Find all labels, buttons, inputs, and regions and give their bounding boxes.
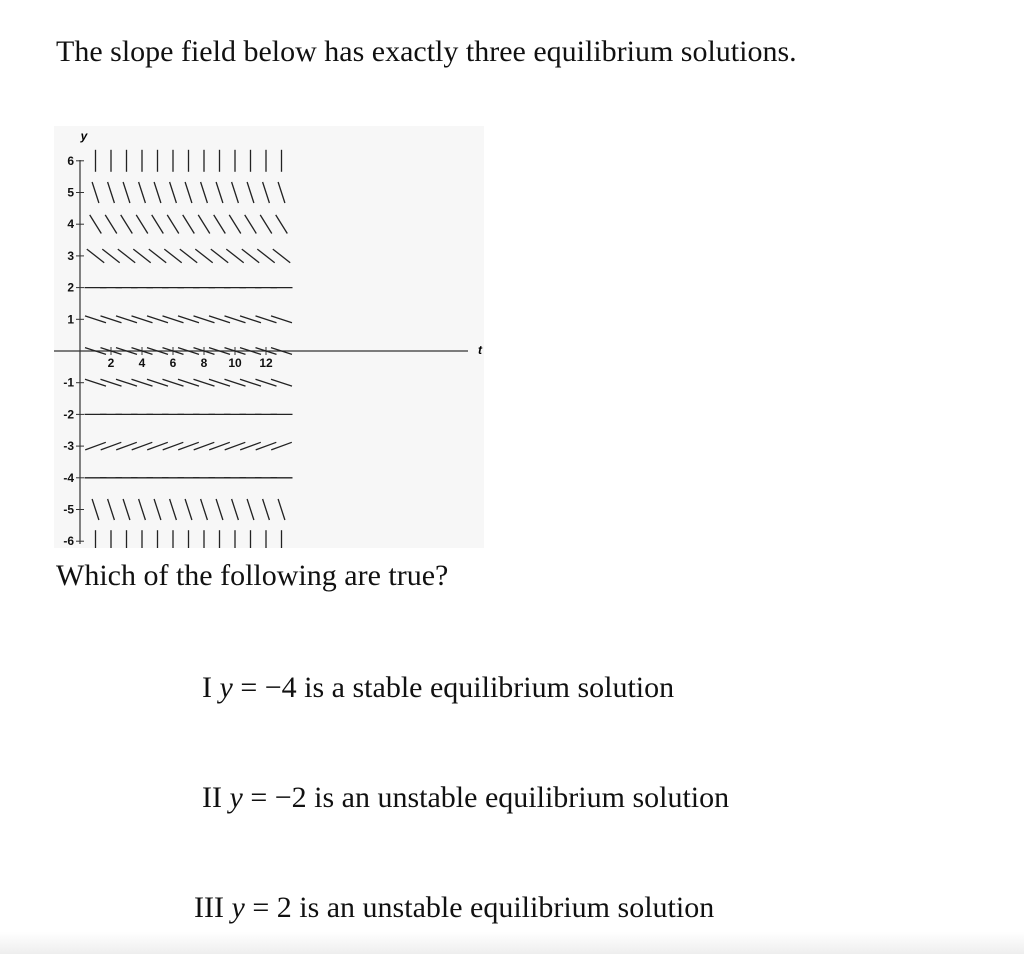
y-tick-label-9: -4: [63, 470, 74, 485]
slope-segment-r11-c3: [139, 499, 146, 520]
slope-segment-r2-c12: [276, 215, 288, 234]
y-axis-label: y: [80, 129, 88, 143]
y-tick-label-6: -1: [63, 375, 74, 390]
slope-segment-r3-c1: [102, 249, 119, 263]
y-tick-label-0: 6: [67, 153, 74, 168]
slope-segment-r2-c9: [229, 215, 241, 234]
statement-2-numeral: II: [202, 781, 222, 814]
y-tick-label-1: 5: [67, 185, 74, 200]
statement-1-equals: =: [240, 671, 258, 704]
slope-segment-r1-c6: [185, 182, 192, 203]
statement-1: [202, 668, 674, 708]
statement-1-numeral: I: [202, 671, 212, 704]
slope-field-chart: [54, 126, 484, 548]
slope-segment-r2-c4: [152, 215, 164, 234]
slope-segment-r11-c5: [170, 499, 177, 520]
slope-segment-r11-c0: [92, 499, 99, 520]
y-tick-label-2: 4: [67, 217, 74, 232]
slope-segment-r11-c4: [154, 499, 161, 520]
slope-segment-r1-c7: [201, 182, 208, 203]
slope-segment-r1-c5: [170, 182, 177, 203]
x-tick-label-0: 2: [107, 356, 115, 370]
slope-segment-r2-c8: [214, 215, 226, 234]
slope-segment-r11-c9: [232, 499, 239, 520]
x-tick-label-1: 4: [138, 356, 146, 370]
slope-segment-r3-c4: [149, 249, 166, 263]
slope-segment-r11-c11: [263, 499, 270, 520]
slope-segment-r1-c11: [263, 182, 270, 203]
x-tick-label-4: 10: [228, 356, 242, 370]
slope-segment-r3-c6: [180, 249, 197, 263]
slope-segment-r11-c1: [108, 499, 115, 520]
slope-segment-r3-c11: [257, 249, 274, 263]
x-tick-label-5: 12: [259, 356, 273, 370]
y-tick-label-7: -2: [63, 407, 74, 422]
slope-segment-r3-c3: [133, 249, 150, 263]
y-tick-label-11: -6: [63, 534, 74, 548]
slope-segment-r1-c10: [247, 182, 254, 203]
slope-segment-r3-c8: [211, 249, 228, 263]
statement-1-value: −4: [264, 671, 297, 704]
slope-segment-r1-c9: [232, 182, 239, 203]
slope-segment-r3-c12: [273, 249, 290, 263]
slope-segment-r1-c8: [216, 182, 223, 203]
slope-segment-r2-c1: [105, 215, 117, 234]
statement-1-variable: y: [219, 671, 233, 704]
statement-2: [202, 778, 729, 818]
slope-segment-r3-c2: [118, 249, 135, 263]
t-axis-label: t: [478, 343, 482, 357]
slope-segment-r11-c6: [185, 499, 192, 520]
slope-segment-r1-c4: [154, 182, 161, 203]
slope-segment-r11-c10: [247, 499, 254, 520]
y-tick-label-4: 2: [67, 280, 74, 295]
slope-segment-r3-c10: [242, 249, 259, 263]
statement-3-text: is an unstable equilibrium solution: [299, 891, 715, 924]
slope-segment-r3-c5: [164, 249, 181, 263]
slope-segment-r3-c0: [87, 249, 104, 263]
x-tick-label-2: 6: [169, 356, 177, 370]
slope-field-figure: [54, 126, 484, 548]
statement-3: [194, 888, 714, 928]
question-text: Which of the following are true?: [56, 559, 449, 592]
slope-segments: [85, 150, 293, 548]
y-tick-label-3: 3: [67, 248, 74, 263]
slope-segment-r2-c10: [245, 215, 257, 234]
slope-segment-r2-c7: [198, 215, 210, 234]
statement-2-variable: y: [229, 781, 243, 814]
slope-segment-r11-c2: [123, 499, 130, 520]
slope-segment-r1-c0: [92, 182, 99, 203]
slope-segment-r11-c7: [201, 499, 208, 520]
statement-2-value: −2: [274, 781, 307, 814]
statement-1-text: is a stable equilibrium solution: [304, 671, 675, 704]
slope-segment-r1-c2: [123, 182, 130, 203]
slope-segment-r2-c0: [90, 215, 102, 234]
slope-segment-r2-c5: [167, 215, 179, 234]
statement-3-value: 2: [276, 891, 292, 924]
y-tick-label-10: -5: [63, 502, 74, 517]
statement-3-variable: y: [231, 891, 245, 924]
slope-segment-r3-c7: [195, 249, 212, 263]
slope-segment-r2-c11: [260, 215, 272, 234]
slope-segment-r1-c1: [108, 182, 115, 203]
slope-segment-r1-c12: [278, 182, 285, 203]
bottom-edge-shadow: [0, 932, 1024, 954]
statement-3-equals: =: [252, 891, 270, 924]
slope-segment-r3-c9: [226, 249, 243, 263]
x-tick-label-3: 8: [200, 356, 208, 370]
slope-segment-r11-c12: [278, 499, 285, 520]
y-tick-label-5: 1: [67, 312, 74, 327]
statement-2-text: is an unstable equilibrium solution: [314, 781, 730, 814]
statement-3-numeral: III: [194, 891, 224, 924]
statement-2-equals: =: [250, 781, 268, 814]
slope-segment-r2-c2: [121, 215, 133, 234]
intro-text: The slope field below has exactly three equilibrium solutions.: [56, 35, 797, 68]
slope-segment-r2-c6: [183, 215, 195, 234]
slope-segment-r11-c8: [216, 499, 223, 520]
slope-segment-r2-c3: [136, 215, 148, 234]
y-tick-label-8: -3: [63, 439, 74, 454]
slope-segment-r1-c3: [139, 182, 146, 203]
